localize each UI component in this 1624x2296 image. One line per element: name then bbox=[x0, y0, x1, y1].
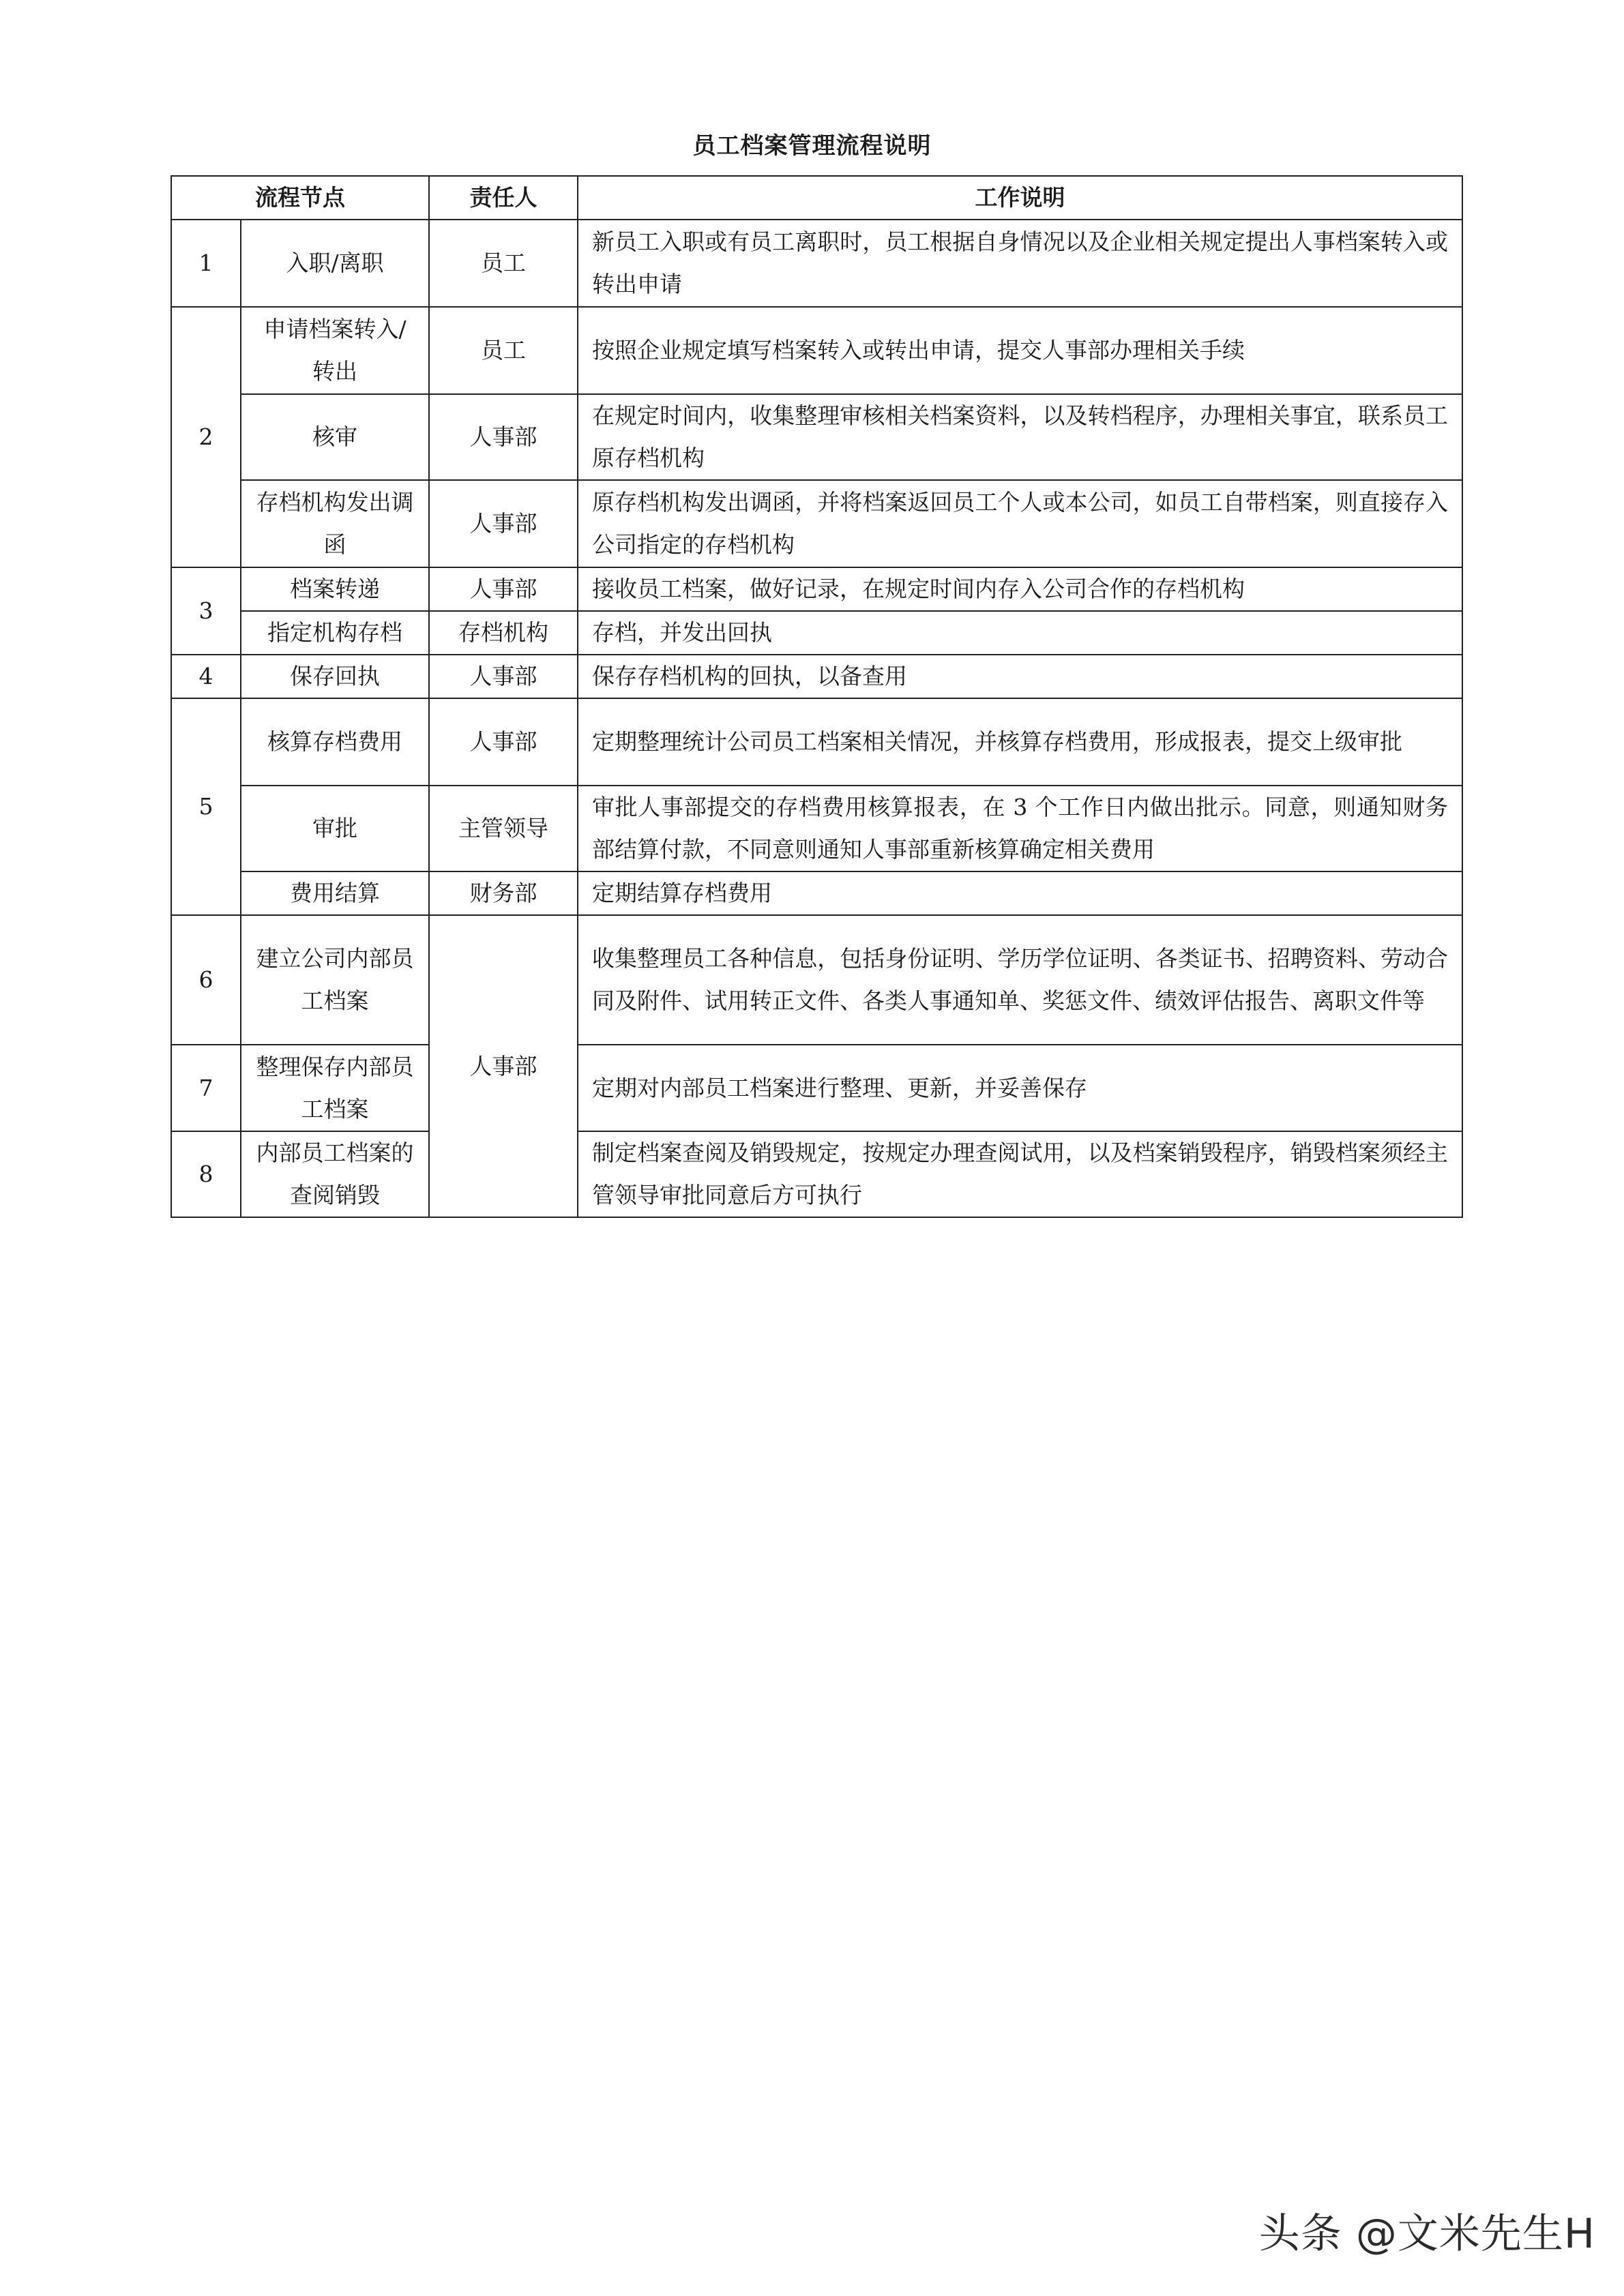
step-owner: 员工 bbox=[429, 307, 578, 394]
step-description: 存档，并发出回执 bbox=[578, 611, 1462, 655]
table-row bbox=[171, 394, 1462, 480]
step-owner: 人事部 bbox=[429, 698, 578, 786]
step-description: 在规定时间内，收集整理审核相关档案资料，以及转档程序，办理相关事宜，联系员工原存档机构 bbox=[578, 394, 1462, 480]
step-node: 存档机构发出调函 bbox=[241, 480, 429, 567]
step-owner: 人事部 bbox=[429, 394, 578, 480]
step-node: 档案转递 bbox=[241, 567, 429, 611]
process-table bbox=[171, 175, 1463, 1218]
step-description: 定期对内部员工档案进行整理、更新，并妥善保存 bbox=[578, 1045, 1462, 1131]
step-owner: 存档机构 bbox=[429, 611, 578, 655]
step-node: 核算存档费用 bbox=[241, 698, 429, 786]
table-row bbox=[171, 480, 1462, 567]
step-description: 原存档机构发出调函，并将档案返回员工个人或本公司，如员工自带档案，则直接存入公司指定的存档机构 bbox=[578, 480, 1462, 567]
step-number: 5 bbox=[171, 698, 241, 915]
table-row bbox=[171, 786, 1462, 871]
table-row bbox=[171, 698, 1462, 786]
step-owner: 人事部 bbox=[429, 567, 578, 611]
step-description: 定期整理统计公司员工档案相关情况，并核算存档费用，形成报表，提交上级审批 bbox=[578, 698, 1462, 786]
step-node: 核审 bbox=[241, 394, 429, 480]
step-description: 制定档案查阅及销毁规定，按规定办理查阅试用，以及档案销毁程序，销毁档案须经主管领导审批同意后方可执行 bbox=[578, 1131, 1462, 1217]
step-description: 保存存档机构的回执，以备查用 bbox=[578, 655, 1462, 698]
step-number: 1 bbox=[171, 220, 241, 307]
step-node: 保存回执 bbox=[241, 655, 429, 698]
step-owner: 人事部 bbox=[429, 655, 578, 698]
table-row bbox=[171, 915, 1462, 1045]
step-owner: 员工 bbox=[429, 220, 578, 307]
step-number: 4 bbox=[171, 655, 241, 698]
document-title: 员工档案管理流程说明 bbox=[692, 132, 932, 160]
step-owner: 人事部 bbox=[429, 480, 578, 567]
step-description: 按照企业规定填写档案转入或转出申请，提交人事部办理相关手续 bbox=[578, 307, 1462, 394]
step-node: 申请档案转入/转出 bbox=[241, 307, 429, 394]
step-number: 3 bbox=[171, 567, 241, 655]
step-node: 费用结算 bbox=[241, 871, 429, 915]
step-node: 内部员工档案的查阅销毁 bbox=[241, 1131, 429, 1217]
watermark: 头条 @文米先生H bbox=[1258, 2210, 1595, 2258]
step-number: 7 bbox=[171, 1045, 241, 1131]
step-description: 定期结算存档费用 bbox=[578, 871, 1462, 915]
step-node: 建立公司内部员工档案 bbox=[241, 915, 429, 1045]
table-row bbox=[171, 567, 1462, 611]
step-node: 指定机构存档 bbox=[241, 611, 429, 655]
step-owner: 财务部 bbox=[429, 871, 578, 915]
table-row bbox=[171, 611, 1462, 655]
step-node: 审批 bbox=[241, 786, 429, 871]
table-header-row bbox=[171, 176, 1462, 220]
header-owner: 责任人 bbox=[429, 176, 578, 220]
step-owner: 主管领导 bbox=[429, 786, 578, 871]
step-description: 收集整理员工各种信息，包括身份证明、学历学位证明、各类证书、招聘资料、劳动合同及附件、试用转正文件、各类人事通知单、奖惩文件、绩效评估报告、离职文件等 bbox=[578, 915, 1462, 1045]
step-node: 整理保存内部员工档案 bbox=[241, 1045, 429, 1131]
table-row bbox=[171, 1045, 1462, 1131]
table-row bbox=[171, 1131, 1462, 1217]
step-description: 接收员工档案，做好记录，在规定时间内存入公司合作的存档机构 bbox=[578, 567, 1462, 611]
step-owner: 人事部 bbox=[429, 915, 578, 1217]
step-description: 新员工入职或有员工离职时，员工根据自身情况以及企业相关规定提出人事档案转入或转出申请 bbox=[578, 220, 1462, 307]
table-row bbox=[171, 307, 1462, 394]
table-row bbox=[171, 220, 1462, 307]
header-desc: 工作说明 bbox=[578, 176, 1462, 220]
step-number: 6 bbox=[171, 915, 241, 1045]
table-row bbox=[171, 655, 1462, 698]
step-node: 入职/离职 bbox=[241, 220, 429, 307]
header-node: 流程节点 bbox=[171, 176, 429, 220]
step-number: 2 bbox=[171, 307, 241, 567]
table-row bbox=[171, 871, 1462, 915]
step-description: 审批人事部提交的存档费用核算报表，在 3 个工作日内做出批示。同意，则通知财务部结算付款，不同意则通知人事部重新核算确定相关费用 bbox=[578, 786, 1462, 871]
step-number: 8 bbox=[171, 1131, 241, 1217]
